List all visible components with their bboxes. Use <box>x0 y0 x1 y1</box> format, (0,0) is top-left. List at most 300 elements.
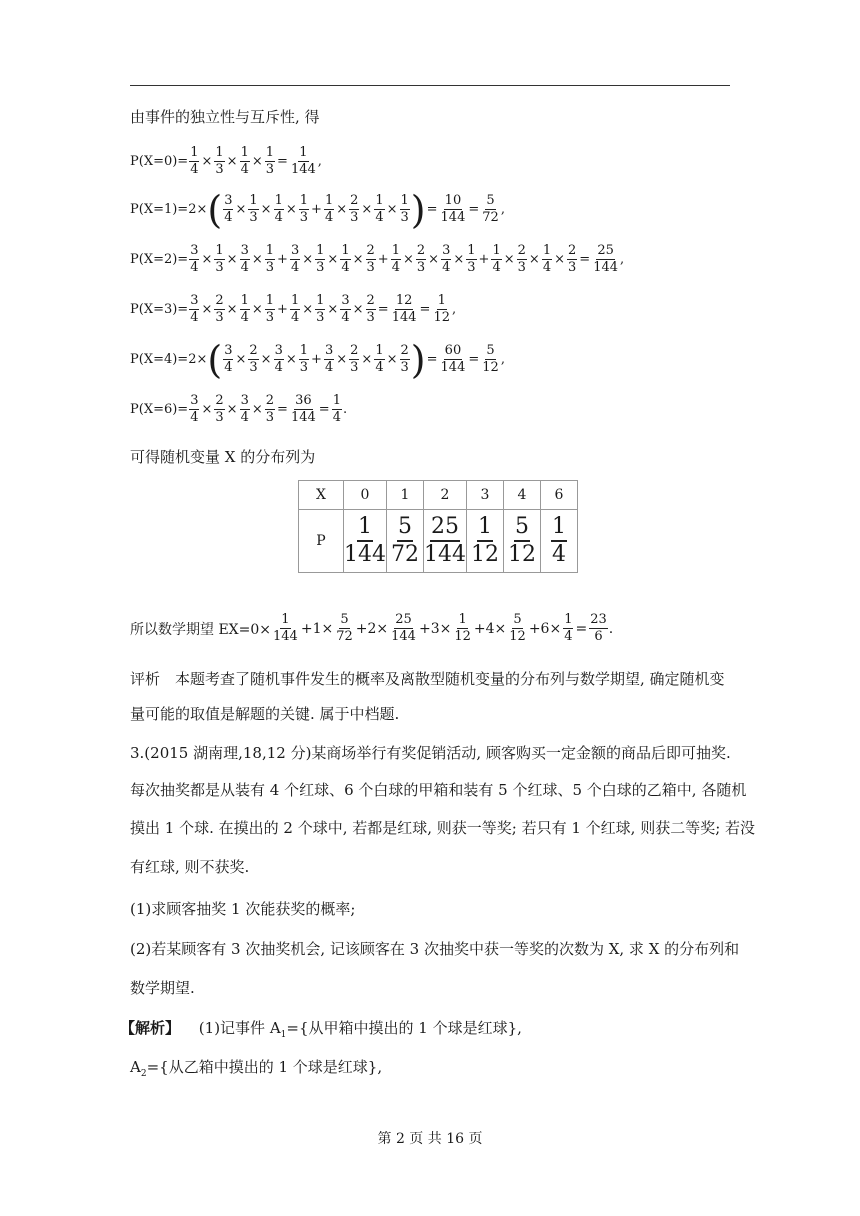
punctuation: . <box>342 402 348 417</box>
fraction <box>391 243 401 276</box>
numerator: 1 <box>467 243 476 258</box>
denominator: 4 <box>542 260 552 275</box>
numerator: 3 <box>240 393 249 408</box>
numerator: 2 <box>568 243 577 258</box>
table-x-value: 3 <box>467 481 504 510</box>
equation-p1 <box>130 187 505 232</box>
denominator: 3 <box>215 260 224 275</box>
numerator: 2 <box>400 343 409 358</box>
fraction <box>290 243 300 276</box>
denominator: 4 <box>240 162 249 177</box>
denominator: 4 <box>190 162 199 177</box>
fraction <box>440 343 467 376</box>
analysis-line-1: 评析 本题考查了随机事件发生的概率及离散型随机变量的分布列与数学期望, 确定随机变 <box>130 670 725 688</box>
denominator: 4 <box>375 360 384 375</box>
denominator: 3 <box>249 360 258 375</box>
operator: × <box>251 252 263 267</box>
denominator: 3 <box>517 260 526 275</box>
question-2-line-1: (2)若某顾客有 3 次抽奖机会, 记该顾客在 3 次抽奖中获一等奖的次数为 X, 求 X 的分布列和 <box>130 940 740 958</box>
fraction <box>214 243 224 276</box>
numerator: 1 <box>375 193 384 208</box>
denominator: 3 <box>316 260 325 275</box>
equation-lhs: P(X=1)=2× <box>130 202 208 217</box>
fraction <box>400 343 410 376</box>
distribution-intro: 可得随机变量 X 的分布列为 <box>130 448 316 466</box>
operator: × <box>554 252 566 267</box>
equation-lhs: 所以数学期望 EX=0× <box>130 621 272 638</box>
operator: = <box>277 154 288 169</box>
table-p-value <box>424 510 467 573</box>
fraction <box>374 343 384 376</box>
operator: = <box>468 202 480 217</box>
fraction <box>189 293 199 326</box>
denominator: 4 <box>290 260 300 275</box>
numerator: 5 <box>397 514 413 542</box>
denominator: 3 <box>215 310 224 325</box>
left-paren: ( <box>207 337 223 382</box>
denominator: 3 <box>416 260 426 275</box>
numerator: 1 <box>391 243 400 258</box>
numerator: 3 <box>290 243 300 258</box>
denominator: 3 <box>265 162 275 177</box>
numerator: 36 <box>295 393 312 408</box>
operator: × <box>327 252 339 267</box>
numerator: 1 <box>324 193 334 208</box>
fraction <box>567 243 577 276</box>
fraction <box>248 343 258 376</box>
numerator: 23 <box>590 612 607 627</box>
denominator: 3 <box>299 360 309 375</box>
operator: × <box>402 252 414 267</box>
operator: × <box>336 352 348 367</box>
denominator: 4 <box>324 360 334 375</box>
denominator: 3 <box>299 210 309 225</box>
problem-line-4: 有红球, 则不获奖. <box>130 858 250 876</box>
operator: × <box>386 202 398 217</box>
analysis-line-2: 量可能的取值是解题的关键. 属于中档题. <box>130 705 400 723</box>
denominator: 4 <box>224 360 233 375</box>
fraction <box>315 243 325 276</box>
numerator: 1 <box>316 243 325 258</box>
solution-tag: 【解析】 <box>120 1019 181 1037</box>
numerator: 3 <box>190 293 199 308</box>
operator: × <box>428 252 440 267</box>
fraction <box>315 293 325 326</box>
numerator: 1 <box>564 612 573 627</box>
operator: × <box>503 252 515 267</box>
denominator: 4 <box>442 260 451 275</box>
denominator: 12 <box>433 310 450 325</box>
fraction <box>248 193 258 226</box>
operator: × <box>226 252 238 267</box>
denominator: 4 <box>224 210 233 225</box>
denominator: 3 <box>215 410 224 425</box>
denominator: 3 <box>366 310 375 325</box>
denominator: 12 <box>471 542 499 567</box>
equation-p2 <box>130 243 624 276</box>
fraction <box>340 243 350 276</box>
solution-line-2: $A_2=${从乙箱中摸出的 1 个球是红球}, <box>130 1058 383 1079</box>
fraction <box>440 193 467 226</box>
operator: = <box>468 352 480 367</box>
fraction <box>432 293 451 326</box>
numerator: 1 <box>551 514 567 542</box>
denominator: 144 <box>290 162 316 177</box>
equation-lhs: P(X=2)= <box>130 252 189 267</box>
denominator: 12 <box>508 542 536 567</box>
fraction <box>324 193 334 226</box>
fraction <box>299 193 309 226</box>
denominator: 4 <box>391 260 400 275</box>
right-paren: ) <box>410 187 426 232</box>
operator: × <box>327 302 339 317</box>
numerator: 5 <box>486 343 495 358</box>
operator: × <box>352 302 364 317</box>
equation-lhs: P(X=4)=2× <box>130 352 208 367</box>
operator: + <box>311 352 322 367</box>
denominator: 4 <box>274 360 283 375</box>
denominator: 12 <box>482 360 499 375</box>
fraction <box>214 293 224 326</box>
numerator: 5 <box>514 514 530 542</box>
denominator: 4 <box>190 260 199 275</box>
operator: = <box>426 352 438 367</box>
table-x-value: 1 <box>387 481 424 510</box>
numerator: 1 <box>400 193 409 208</box>
fraction <box>223 343 233 376</box>
fraction <box>290 393 317 426</box>
fraction <box>491 243 501 276</box>
fraction <box>366 293 376 326</box>
question-2-line-2: 数学期望. <box>130 979 195 997</box>
numerator: 1 <box>316 293 325 308</box>
numerator: 5 <box>340 612 349 627</box>
numerator: 1 <box>299 343 309 358</box>
operator: +1× <box>300 620 334 637</box>
header-rule <box>130 85 730 86</box>
operator: + <box>277 252 288 267</box>
table-p-value <box>387 510 424 573</box>
fraction <box>466 243 476 276</box>
operator: × <box>361 202 373 217</box>
numerator: 2 <box>350 343 359 358</box>
fraction <box>416 243 426 276</box>
denominator: 4 <box>240 410 249 425</box>
operator: +4× <box>473 620 507 637</box>
denominator: 72 <box>482 210 499 225</box>
fraction <box>265 393 275 426</box>
denominator: 3 <box>215 162 224 177</box>
fraction <box>589 612 608 645</box>
operator: = <box>377 302 389 317</box>
denominator: 6 <box>594 629 603 644</box>
denominator: 4 <box>341 310 350 325</box>
operator: +6× <box>528 620 562 637</box>
fraction <box>189 393 199 426</box>
fraction <box>272 612 299 645</box>
fraction <box>471 514 499 568</box>
operator: × <box>235 202 247 217</box>
operator: + <box>377 252 389 267</box>
numerator: 1 <box>542 243 552 258</box>
numerator: 10 <box>444 193 462 208</box>
operator: × <box>302 252 314 267</box>
fraction <box>214 145 224 178</box>
denominator: 4 <box>564 629 573 644</box>
operator: × <box>201 252 213 267</box>
numerator: 2 <box>366 243 375 258</box>
fraction <box>391 293 418 326</box>
numerator: 1 <box>477 514 493 542</box>
denominator: 4 <box>324 210 334 225</box>
table-x-label: X <box>299 481 344 510</box>
denominator: 144 <box>440 210 466 225</box>
denominator: 3 <box>265 310 275 325</box>
table-x-value: 4 <box>504 481 541 510</box>
punctuation: , <box>317 154 322 169</box>
numerator: 1 <box>274 193 283 208</box>
operator: +2× <box>355 620 389 637</box>
denominator: 3 <box>265 260 275 275</box>
fraction <box>349 193 359 226</box>
punctuation: . <box>608 620 614 637</box>
denominator: 3 <box>350 360 359 375</box>
equation-p6 <box>130 393 347 426</box>
numerator: 1 <box>190 145 199 160</box>
fraction <box>299 343 309 376</box>
numerator: 3 <box>190 393 199 408</box>
fraction <box>265 243 275 276</box>
fraction <box>592 243 619 276</box>
table-x-value: 2 <box>424 481 467 510</box>
denominator: 3 <box>249 210 258 225</box>
denominator: 4 <box>240 310 249 325</box>
operator: × <box>453 252 465 267</box>
problem-line-2: 每次抽奖都是从装有 4 个红球、6 个白球的甲箱和装有 5 个红球、5 个白球的乙箱中, 各随机 <box>130 781 747 799</box>
operator: = <box>318 402 330 417</box>
denominator: 4 <box>274 210 283 225</box>
fraction <box>240 293 250 326</box>
numerator: 2 <box>215 393 224 408</box>
denominator: 12 <box>454 629 471 644</box>
operator: = <box>575 620 588 637</box>
numerator: 25 <box>395 612 412 627</box>
numerator: 1 <box>215 145 224 160</box>
fraction <box>290 293 300 326</box>
denominator: 144 <box>391 629 416 644</box>
denominator: 4 <box>290 310 300 325</box>
numerator: 1 <box>265 243 275 258</box>
fraction <box>542 243 552 276</box>
numerator: 1 <box>249 193 258 208</box>
operator: × <box>201 302 213 317</box>
punctuation: , <box>451 302 457 317</box>
fraction <box>344 514 386 568</box>
solution-line-1: 【解析】 (1)记事件 $A_1=${从甲箱中摸出的 1 个球是红球}, <box>120 1019 522 1040</box>
numerator: 60 <box>444 343 462 358</box>
numerator: 1 <box>458 612 467 627</box>
numerator: 3 <box>274 343 283 358</box>
numerator: 2 <box>366 293 375 308</box>
fraction <box>335 612 354 645</box>
numerator: 1 <box>299 145 308 160</box>
operator: × <box>235 352 247 367</box>
denominator: 4 <box>240 260 249 275</box>
denominator: 144 <box>391 310 417 325</box>
numerator: 3 <box>324 343 334 358</box>
numerator: 3 <box>442 243 451 258</box>
numerator: 3 <box>341 293 350 308</box>
denominator: 4 <box>375 210 384 225</box>
left-paren: ( <box>207 187 223 232</box>
distribution-table <box>298 480 578 573</box>
numerator: 1 <box>437 293 446 308</box>
right-paren: ) <box>410 337 426 382</box>
operator: × <box>251 154 263 169</box>
expectation-equation <box>130 612 613 645</box>
numerator: 1 <box>492 243 501 258</box>
fraction <box>366 243 376 276</box>
numerator: 1 <box>341 243 350 258</box>
numerator: 1 <box>281 612 290 627</box>
fraction <box>481 193 500 226</box>
numerator: 1 <box>290 293 300 308</box>
denominator: 4 <box>332 410 341 425</box>
operator: × <box>528 252 540 267</box>
operator: × <box>201 154 213 169</box>
fraction <box>265 293 275 326</box>
question-1: (1)求顾客抽奖 1 次能获奖的概率; <box>130 900 356 918</box>
fraction <box>189 145 199 178</box>
table-x-value: 6 <box>541 481 578 510</box>
denominator: 12 <box>509 629 526 644</box>
punctuation: , <box>620 252 625 267</box>
equation-lhs: P(X=0)= <box>130 154 189 169</box>
fraction <box>551 514 567 568</box>
numerator: 3 <box>224 193 233 208</box>
operator: × <box>336 202 348 217</box>
table-p-value <box>541 510 578 573</box>
equation-p0 <box>130 145 322 178</box>
operator: × <box>302 302 314 317</box>
intro-text: 由事件的独立性与互斥性, 得 <box>130 108 320 126</box>
operator: × <box>201 402 213 417</box>
equation-lhs: P(X=6)= <box>130 402 189 417</box>
numerator: 3 <box>190 243 199 258</box>
operator: × <box>260 352 272 367</box>
operator: × <box>285 202 297 217</box>
table-p-value <box>344 510 387 573</box>
fraction <box>290 145 317 178</box>
numerator: 2 <box>517 243 526 258</box>
numerator: 5 <box>513 612 522 627</box>
operator: = <box>277 402 288 417</box>
operator: × <box>352 252 364 267</box>
numerator: 1 <box>265 145 275 160</box>
numerator: 25 <box>597 243 614 258</box>
denominator: 3 <box>316 310 325 325</box>
punctuation: , <box>500 202 505 217</box>
denominator: 144 <box>344 542 386 567</box>
operator: × <box>226 154 238 169</box>
table-p-label: P <box>299 510 344 573</box>
denominator: 72 <box>336 629 353 644</box>
fraction <box>214 393 224 426</box>
numerator: 1 <box>240 145 249 160</box>
numerator: 1 <box>299 193 309 208</box>
fraction <box>265 145 275 178</box>
fraction <box>508 514 536 568</box>
denominator: 4 <box>190 310 199 325</box>
fraction <box>453 612 472 645</box>
table-p-value <box>504 510 541 573</box>
denominator: 3 <box>265 410 275 425</box>
equation-p3 <box>130 293 456 326</box>
operator: + <box>277 302 288 317</box>
denominator: 4 <box>492 260 501 275</box>
fraction <box>274 193 284 226</box>
operator: +3× <box>418 620 452 637</box>
fraction <box>517 243 527 276</box>
fraction <box>441 243 451 276</box>
fraction <box>391 514 419 568</box>
numerator: 2 <box>215 293 224 308</box>
operator: × <box>285 352 297 367</box>
numerator: 1 <box>332 393 341 408</box>
fraction <box>508 612 527 645</box>
numerator: 1 <box>357 514 373 542</box>
denominator: 3 <box>400 360 409 375</box>
numerator: 2 <box>265 393 275 408</box>
denominator: 3 <box>350 210 359 225</box>
problem-line-3: 摸出 1 个球. 在摸出的 2 个球中, 若都是红球, 则获一等奖; 若只有 1 个红球, 则获二等奖; 若没 <box>130 819 756 837</box>
operator: × <box>251 302 263 317</box>
operator: = <box>579 252 591 267</box>
fraction <box>332 393 342 426</box>
denominator: 3 <box>467 260 476 275</box>
numerator: 2 <box>350 193 359 208</box>
operator: + <box>478 252 490 267</box>
operator: = <box>426 202 438 217</box>
fraction <box>374 193 384 226</box>
operator: × <box>361 352 373 367</box>
numerator: 5 <box>486 193 495 208</box>
operator: × <box>226 402 238 417</box>
denominator: 4 <box>190 410 199 425</box>
fraction <box>223 193 233 226</box>
denominator: 3 <box>400 210 409 225</box>
denominator: 3 <box>568 260 577 275</box>
numerator: 2 <box>249 343 258 358</box>
table-x-value: 0 <box>344 481 387 510</box>
numerator: 3 <box>224 343 233 358</box>
numerator: 1 <box>215 243 224 258</box>
denominator: 144 <box>424 542 466 567</box>
denominator: 144 <box>290 410 316 425</box>
fraction <box>481 343 500 376</box>
operator: × <box>260 202 272 217</box>
fraction <box>240 393 250 426</box>
fraction <box>340 293 350 326</box>
table-p-value <box>467 510 504 573</box>
fraction <box>324 343 334 376</box>
denominator: 144 <box>593 260 619 275</box>
fraction <box>390 612 417 645</box>
operator: + <box>311 202 322 217</box>
fraction <box>240 145 250 178</box>
denominator: 72 <box>391 542 419 567</box>
equation-p4 <box>130 337 505 382</box>
